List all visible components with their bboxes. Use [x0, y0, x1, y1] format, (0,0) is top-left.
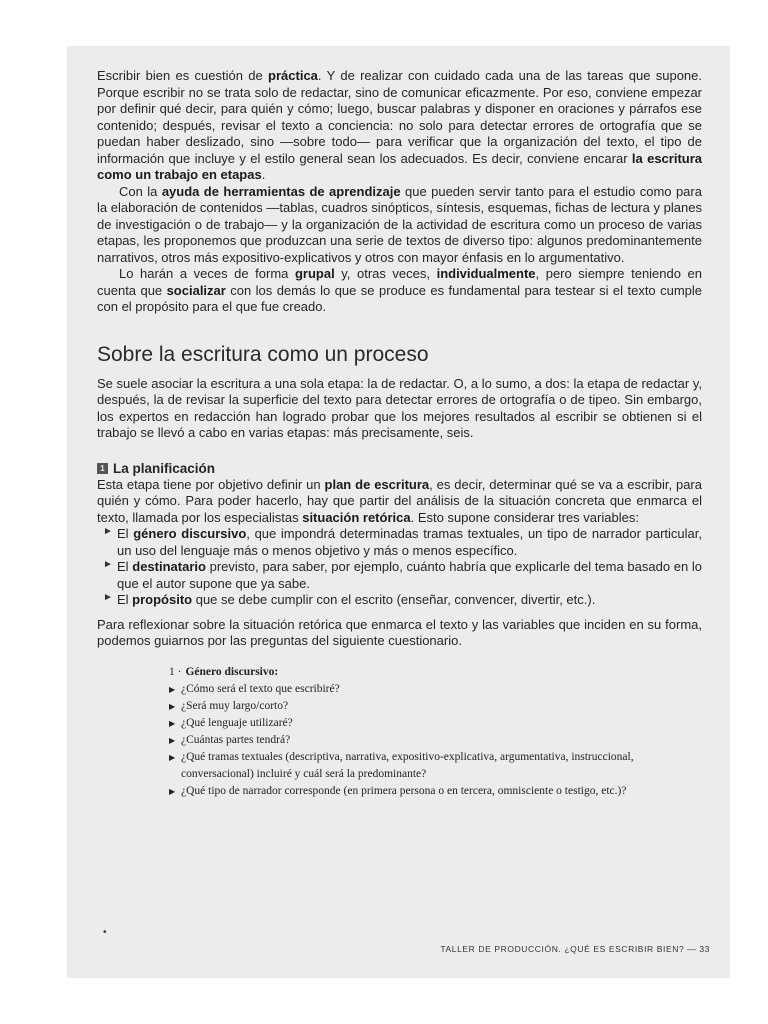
variable-text: El destinatario previsto, para saber, por ejemplo, cuánto habría que explicarle del tema basado en lo que el autor supone que ya sabe. — [117, 559, 703, 591]
list-item — [169, 783, 702, 800]
list-item — [97, 559, 702, 592]
step-number-badge: 1 — [97, 463, 108, 474]
book-page — [67, 46, 730, 978]
list-item — [169, 715, 702, 732]
variables-list — [97, 526, 702, 609]
triangle-bullet-icon: ▶ — [169, 735, 176, 745]
intro-paragraph-2: Con la ayuda de herramientas de aprendizaje que pueden servir tanto para el estudio como para la elaboración de contenidos —tablas, cuadros sinópticos, síntesis, esquemas, fichas de lectura y planes de investigación o de trabajo— y la organización de la actividad de escritura como un proceso de varias etapas, les proponemos que produzcan una serie de textos de diverso tipo: algunos predominantemente narrativos, otros más expositivo-explicativos y otros con mayor énfasis en lo argumentativo. — [97, 183, 702, 265]
question-text: ¿Será muy largo/corto? — [181, 699, 289, 712]
intro-paragraph-3: Lo harán a veces de forma grupal y, otras veces, individualmente, pero siempre teniendo en cuenta que socializar con los demás lo que se produce es fundamental para testear si el texto cumple con el propósito para el que fue creado. — [97, 266, 703, 314]
question-text: ¿Qué lenguaje utilizaré? — [181, 716, 293, 729]
question-text: ¿Qué tramas textuales (descriptiva, narrativa, expositivo-explicativa, argumentativa, instruccional, conversacional) incluiré y cuál será la predominante? — [181, 750, 634, 780]
bold-term: propósito — [132, 592, 193, 607]
dot-mark-icon: • — [103, 927, 107, 938]
bold-term: grupal — [294, 266, 335, 281]
question-text: ¿Cómo será el texto que escribiré? — [181, 682, 340, 695]
planning-title: La planificación — [113, 460, 216, 476]
intro-paragraph-1: Escribir bien es cuestión de práctica. Y de realizar con cuidado cada una de las tareas que supone. Porque escribir no se trata solo de redactar, sino de comunicar eficazmente. Por eso, conviene empezar por definir qué decir, para quién y cómo; luego, buscar palabras y disponer en oraciones y párrafos ese contenido; después, revisar el texto a conciencia: no solo para detectar errores de ortografía que se puedan haber deslizado, sino —sobre todo— para verificar que la organización del texto, el tipo de información que incluye y el estilo general sean los adecuados. Es decir, conviene encarar la escritura como un trabajo en etapas. — [97, 68, 703, 182]
list-item — [97, 592, 702, 609]
triangle-bullet-icon: ► — [103, 559, 113, 570]
question-text: ¿Cuántas partes tendrá? — [181, 733, 291, 746]
bold-term: situación retórica — [302, 509, 411, 525]
variable-text: El género discursivo, que impondrá determinadas tramas textuales, un tipo de narrador particular, un uso del lenguaje más o menos objetivo y más o menos específico. — [117, 526, 703, 558]
triangle-bullet-icon: ▶ — [169, 684, 176, 694]
bold-term: ayuda de herramientas de aprendizaje — [161, 183, 401, 199]
section-title: Sobre la escritura como un proceso — [97, 342, 429, 366]
list-item — [97, 526, 702, 559]
variable-text: El propósito que se debe cumplir con el escrito (enseñar, convencer, divertir, etc.). — [117, 592, 596, 607]
triangle-bullet-icon: ▶ — [169, 718, 176, 728]
bold-term: plan de escritura — [324, 476, 430, 492]
questionnaire — [169, 664, 702, 800]
bold-term: socializar — [166, 282, 226, 298]
triangle-bullet-icon: ▶ — [169, 752, 176, 762]
page-number: — 33 — [687, 944, 710, 954]
bold-term: individualmente — [436, 266, 536, 281]
page-footer — [440, 944, 710, 954]
bold-term: destinatario — [132, 559, 206, 574]
running-footer-title: TALLER DE PRODUCCIÓN. ¿QUÉ ES ESCRIBIR BIEN? — [440, 944, 685, 954]
planning-paragraph-2: Para reflexionar sobre la situación retórica que enmarca el texto y las variables que inciden en su forma, podemos guiarnos por las preguntas del siguiente cuestionario. — [97, 616, 702, 648]
list-item — [169, 698, 702, 715]
bold-term: género discursivo — [133, 526, 247, 541]
list-item — [169, 749, 702, 783]
bold-term: la escritura como un trabajo en etapas — [97, 150, 703, 182]
planning-heading — [97, 460, 702, 477]
list-item — [169, 681, 702, 698]
questionnaire-title: 1 · Género discursivo: — [169, 665, 279, 678]
triangle-bullet-icon: ► — [103, 592, 113, 603]
bold-term: práctica — [268, 68, 318, 83]
questionnaire-number: 1 · — [169, 665, 182, 678]
triangle-bullet-icon: ► — [103, 526, 113, 537]
list-item — [169, 732, 702, 749]
question-text: ¿Qué tipo de narrador corresponde (en primera persona o en tercera, omnisciente o testigo, etc.)? — [181, 784, 627, 797]
triangle-bullet-icon: ▶ — [169, 786, 176, 796]
planning-paragraph-1: Esta etapa tiene por objetivo definir un plan de escritura, es decir, determinar qué se va a escribir, para quién y cómo. Para poder hacerlo, hay que partir del análisis de la situación concreta que enmarca el texto, llamada por los especialistas situación retórica. Esto supone considerar tres variables: — [97, 476, 702, 525]
triangle-bullet-icon: ▶ — [169, 701, 176, 711]
section-paragraph: Se suele asociar la escritura a una sola etapa: la de redactar. O, a lo sumo, a dos: la etapa de redactar y, después, la de revisar la superficie del texto para detectar errores de ortografía o de tipeo. Sin embargo, los expertos en redacción han logrado probar que los mejores resultados al escribir se obtienen si el trabajo se llevó a cabo en varias etapas: más precisamente, seis. — [97, 375, 702, 440]
